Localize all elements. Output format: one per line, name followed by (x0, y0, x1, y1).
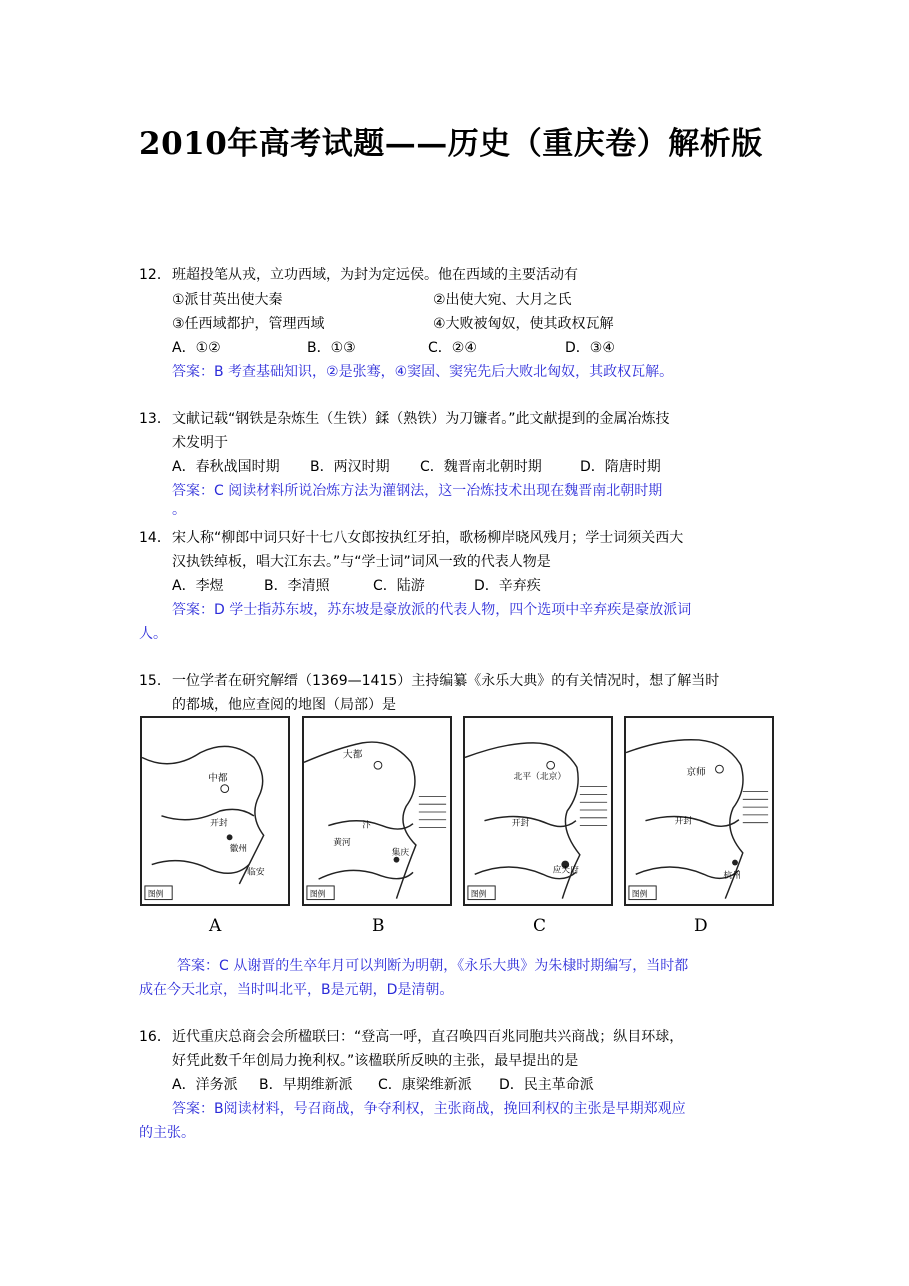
option-b[interactable]: B．两汉时期 (310, 459, 390, 475)
map-b-city: 汴 (362, 820, 372, 831)
question-number: 14． (139, 530, 171, 546)
map-c-capital: 北平（北京） (513, 771, 567, 782)
map-b-legend: 图例 (309, 889, 326, 899)
option-b[interactable]: B．李清照 (264, 578, 330, 594)
map-d-legend: 图例 (631, 889, 648, 899)
option-b[interactable]: B．早期维新派 (259, 1077, 353, 1093)
question-15-stem (139, 671, 719, 691)
map-label-b: B (372, 916, 385, 936)
option-d[interactable]: D．③④ (565, 340, 615, 356)
map-b[interactable] (302, 716, 452, 906)
map-label-d: D (694, 916, 708, 936)
question-number: 15． (139, 673, 171, 689)
page-title: 2010年高考试题——历史（重庆卷）解析版 (139, 126, 763, 162)
answer-16-cont: 的主张。 (139, 1125, 195, 1141)
option-a[interactable]: A．①② (172, 340, 221, 356)
stem-text: 近代重庆总商会会所楹联曰：“登高一呼，直召唤四百兆同胞共兴商战；纵目环球， (172, 1029, 684, 1045)
item-2: ②出使大宛、大月之氏 (433, 292, 572, 308)
question-number: 16． (139, 1029, 171, 1045)
map-label-c: C (533, 916, 547, 936)
map-d-city: 杭州 (723, 871, 741, 882)
answer-15: 答案：C 从谢晋的生卒年月可以判断为明朝，《永乐大典》为朱棣时期编写，当时都 (177, 958, 689, 974)
stem-text: 的都城，他应查阅的地图（局部）是 (172, 697, 396, 713)
answer-14: 答案：D 学士指苏东坡，苏东坡是豪放派的代表人物，四个选项中辛弃疾是豪放派词 (172, 602, 692, 618)
option-a[interactable]: A．洋务派 (172, 1077, 238, 1093)
map-a-city: 临安 (247, 867, 265, 878)
stem-text: 汉执铁绰板，唱大江东去。”与“学士词”词风一致的代表人物是 (172, 554, 551, 570)
map-a-city: 徽州 (229, 843, 248, 854)
option-c[interactable]: C．②④ (428, 340, 477, 356)
answer-15-cont: 成在今天北京，当时叫北平，B是元朝，D是清朝。 (139, 982, 454, 998)
item-3: ③任西域都护，管理西域 (172, 316, 325, 332)
option-b[interactable]: B．①③ (307, 340, 356, 356)
option-a[interactable]: A．李煜 (172, 578, 224, 594)
map-a-city: 开封 (210, 818, 228, 829)
option-c[interactable]: C．魏晋南北朝时期 (420, 459, 542, 475)
question-13-stem (139, 409, 670, 429)
stem-text: 术发明于 (172, 435, 228, 451)
answer-14-cont: 人。 (139, 626, 167, 642)
stem-text: 文献记载“钢铁是杂炼生（生铁）鍒（熟铁）为刀镰者。”此文献提到的金属冶炼技 (172, 411, 670, 427)
question-14-stem (139, 528, 683, 548)
stem-text: 好凭此数千年创局力挽利权。”该楹联所反映的主张，最早提出的是 (172, 1053, 579, 1069)
option-c[interactable]: C．康梁维新派 (378, 1077, 472, 1093)
map-a-legend: 图例 (147, 889, 164, 899)
item-1: ①派甘英出使大秦 (172, 292, 283, 308)
answer-12: 答案：B 考查基础知识，②是张骞，④窦固、窦宪先后大败北匈奴，其政权瓦解。 (172, 364, 674, 380)
map-a-capital: 中都 (208, 772, 228, 784)
map-c[interactable] (463, 716, 613, 906)
map-d-drawing (626, 718, 772, 904)
map-c-legend: 图例 (470, 889, 487, 899)
stem-text: 一位学者在研究解缙（1369—1415）主持编纂《永乐大典》的有关情况时，想了解当时 (172, 673, 720, 689)
map-b-city: 集庆 (391, 847, 410, 858)
option-d[interactable]: D．辛弃疾 (474, 578, 541, 594)
option-d[interactable]: D．隋唐时期 (580, 459, 661, 475)
question-number: 13． (139, 411, 171, 427)
map-c-city: 应天府 (552, 865, 579, 876)
map-d-city: 开封 (674, 816, 693, 827)
answer-13-cont: 。 (172, 502, 186, 518)
question-16-stem (139, 1027, 683, 1047)
map-a-drawing (142, 718, 288, 904)
map-b-drawing (304, 718, 450, 904)
map-a[interactable] (140, 716, 290, 906)
option-d[interactable]: D．民主革命派 (499, 1077, 594, 1093)
question-12-stem (139, 265, 578, 285)
question-number: 12． (139, 267, 171, 283)
item-4: ④大败被匈奴，使其政权瓦解 (433, 316, 614, 332)
map-d-capital: 京师 (686, 766, 706, 778)
stem-text: 班超投笔从戎，立功西域，为封为定远侯。他在西域的主要活动有 (172, 267, 578, 283)
map-c-city: 开封 (511, 818, 530, 829)
stem-text: 宋人称“柳郎中词只好十七八女郎按执红牙拍，歌杨柳岸晓风残月；学士词须关西大 (172, 530, 684, 546)
map-c-drawing (465, 718, 611, 904)
option-a[interactable]: A．春秋战国时期 (172, 459, 280, 475)
map-b-capital: 大都 (342, 749, 363, 761)
map-d[interactable] (624, 716, 774, 906)
answer-16: 答案：B阅读材料，号召商战，争夺利权，主张商战，挽回利权的主张是早期郑观应 (172, 1101, 686, 1117)
map-b-city: 黄河 (333, 838, 351, 849)
answer-13: 答案：C 阅读材料所说冶炼方法为灌钢法，这一冶炼技术出现在魏晋南北朝时期 (172, 483, 663, 499)
option-c[interactable]: C．陆游 (373, 578, 425, 594)
map-options (140, 716, 780, 910)
map-label-a: A (209, 916, 222, 936)
